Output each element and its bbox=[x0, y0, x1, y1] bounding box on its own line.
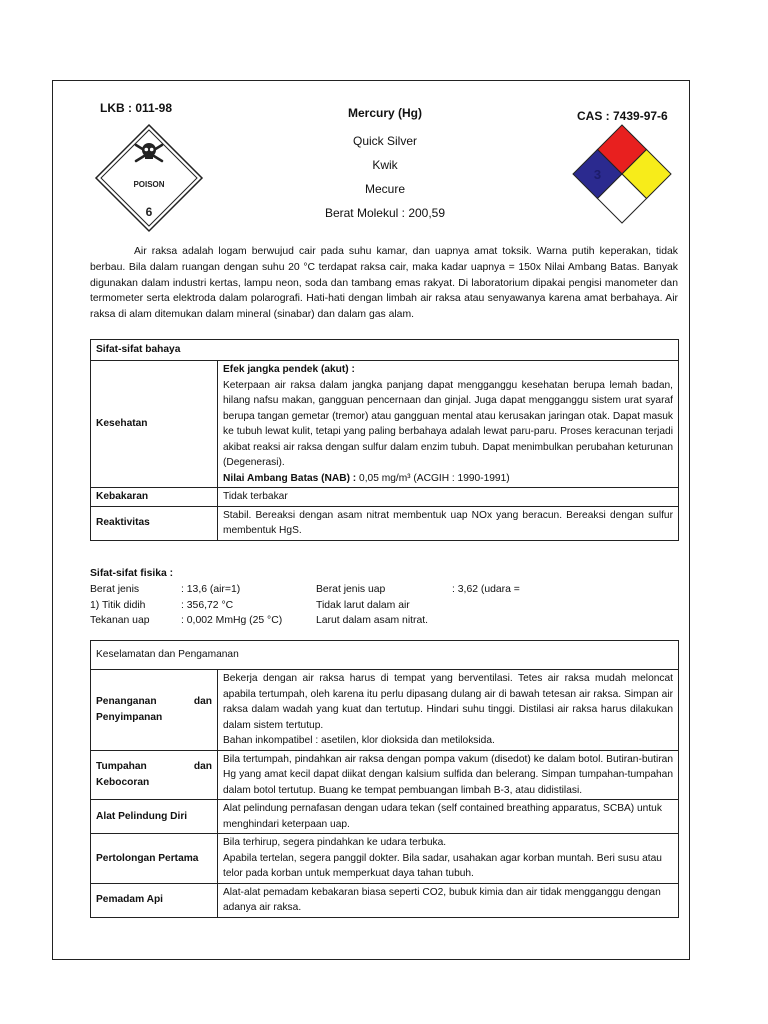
first-aid-inhalation-text: Bila terhirup, segera pindahkan ke udara terbuka. bbox=[223, 837, 447, 848]
ppe-text: Alat pelindung pernafasan dengan udara tekan (self contained breathing apparatus, SCBA) untuk menghindari keterpaan uap. bbox=[218, 800, 679, 834]
property-label: Berat jenis bbox=[90, 584, 140, 595]
physical-properties bbox=[90, 582, 590, 629]
physical-row bbox=[90, 613, 590, 629]
property-value: : 3,62 (udara = bbox=[452, 584, 520, 595]
safety-table-heading: Keselamatan dan Pengamanan bbox=[91, 641, 679, 670]
alt-name-1: Quick Silver bbox=[352, 134, 417, 148]
poison-text: POISON bbox=[133, 180, 165, 189]
poison-class-number: 6 bbox=[145, 205, 153, 219]
poison-hazard-label bbox=[94, 123, 204, 233]
physical-row bbox=[90, 598, 590, 614]
property-value: : 13,6 (air=1) bbox=[181, 584, 241, 595]
health-text: Keterpaan air raksa dalam jangka panjang dapat mengganggu kesehatan berupa lemah badan, hilang nafsu makan, gangguan pencernaan dan ginjal. Juga dapat mengganggu sistem urat syaraf berupa tangan gemetar (tremor) atau gangguan mental atau kerusakan jaringan otak. Dapat masuk ke tubuh lewat kulit, tetapi yang paling berbahaya adalah lewat paru-paru. Proses keracunan terjadi akibat reaksi air raksa dengan sulfur dalam enzim tubuh. Dapat menimbulkan perubahan keturunan (Degenerasi). bbox=[223, 379, 673, 468]
health-label: Kesehatan bbox=[91, 361, 218, 488]
reactivity-text: Stabil. Bereaksi dengan asam nitrat membentuk uap NOx yang beracun. Bereaksi dengan sulfur membentuk HgS. bbox=[218, 506, 679, 540]
lkb-code: LKB : 011-98 bbox=[100, 101, 173, 115]
fire-extinguisher-text: Alat-alat pemadam kebakaran biasa seperti CO2, bubuk kimia dan air tidak mengganggu dengan adanya air raksa. bbox=[218, 883, 679, 917]
hazard-table bbox=[90, 339, 679, 541]
spill-leak-label: Tumpahan dan Kebocoran bbox=[91, 750, 218, 800]
first-aid-label: Pertolongan Pertama bbox=[91, 834, 218, 884]
molecular-weight: Berat Molekul : 200,59 bbox=[324, 206, 446, 220]
health-subheading: Efek jangka pendek (akut) : bbox=[223, 364, 355, 375]
physical-heading: Sifat-sifat fisika : bbox=[90, 568, 174, 579]
first-aid-ingestion-text: Apabila tertelan, segera panggil dokter. Bila sadar, usahakan agar korban muntah. Beri susu atau telor pada korban untuk memperkuat daya tahan tubuh. bbox=[223, 852, 662, 879]
property-label: Tekanan uap bbox=[90, 615, 150, 626]
property-label: 1) Titik didih bbox=[90, 599, 146, 611]
health-cell bbox=[218, 361, 679, 488]
spill-leak-text: Bila tertumpah, pindahkan air raksa dengan pompa vakum (disedot) ke dalam botol. Butiran-butiran Hg yang amat kecil dapat diikat dengan kalsium sulfida dan belerang. Simpan tumpahan-tumpahan dalam botol tertutup. Buang ke tempat pembuangan limbah B-3, atau didistilasi. bbox=[218, 750, 679, 800]
nfpa-diamond bbox=[572, 124, 672, 224]
alt-name-2: Kwik bbox=[372, 158, 398, 172]
reactivity-label: Reaktivitas bbox=[91, 506, 218, 540]
property-label: Larut dalam asam nitrat. bbox=[316, 615, 429, 626]
property-label: Berat jenis uap bbox=[316, 584, 386, 595]
nab-value: 0,05 mg/m³ (ACGIH : 1990-1991) bbox=[359, 472, 510, 484]
property-label: Tidak larut dalam air bbox=[316, 599, 410, 611]
cas-number: CAS : 7439-97-6 bbox=[577, 109, 668, 123]
handling-storage-label: Penanganan dan Penyimpanan bbox=[91, 670, 218, 751]
physical-row bbox=[90, 582, 590, 598]
first-aid-cell bbox=[218, 834, 679, 884]
alt-name-3: Mecure bbox=[364, 182, 405, 196]
ppe-label: Alat Pelindung Diri bbox=[91, 800, 218, 834]
nfpa-health-rating: 3 bbox=[593, 167, 602, 182]
fire-label: Kebakaran bbox=[91, 488, 218, 507]
property-value: : 0,002 MmHg (25 °C) bbox=[181, 615, 283, 626]
safety-table bbox=[90, 640, 679, 918]
handling-storage-text: Bekerja dengan air raksa harus di tempat yang berventilasi. Tetes air raksa mudah meloncat apabila tertumpah, oleh karena itu perlu dipasang dulang air di bawah tetesan air raksa. Simpan air raksa dalam wadah yang kuat dan tertutup. Hindari suhu tinggi. Distilasi air raksa harus dilakukan dalam sistem tertutup. bbox=[223, 673, 673, 731]
nab-label: Nilai Ambang Batas (NAB) : bbox=[223, 472, 357, 484]
incompatible-materials-text: Bahan inkompatibel : asetilen, klor dioksida dan metiloksida. bbox=[223, 735, 495, 746]
intro-text: Air raksa adalah logam berwujud cair pada suhu kamar, dan uapnya amat toksik. Warna putih keperakan, tidak berbau. Bila dalam ruangan dengan suhu 20 °C terdapat raksa cair, maka kadar uapnya = 150x Nilai Ambang Batas. Banyak digunakan dalam industri kertas, lampu neon, soda dan tambang emas rakyat. Di laboratorium dipakai pengisi manometer dan termometer serta elektroda dalam polarografi. Hati-hati dengan limbah air raksa atau senyawanya karena amat berbahaya. Air raksa di alam ditemukan dalam mineral (sinabar) dan dalam gas alam. bbox=[90, 246, 678, 321]
handling-storage-cell bbox=[218, 670, 679, 751]
fire-text: Tidak terbakar bbox=[218, 488, 679, 507]
page-title: Mercury (Hg) bbox=[347, 106, 422, 120]
property-value: : 356,72 °C bbox=[181, 599, 234, 611]
hazard-table-heading: Sifat-sifat bahaya bbox=[91, 340, 679, 361]
intro-paragraph bbox=[90, 244, 678, 323]
fire-extinguisher-label: Pemadam Api bbox=[91, 883, 218, 917]
